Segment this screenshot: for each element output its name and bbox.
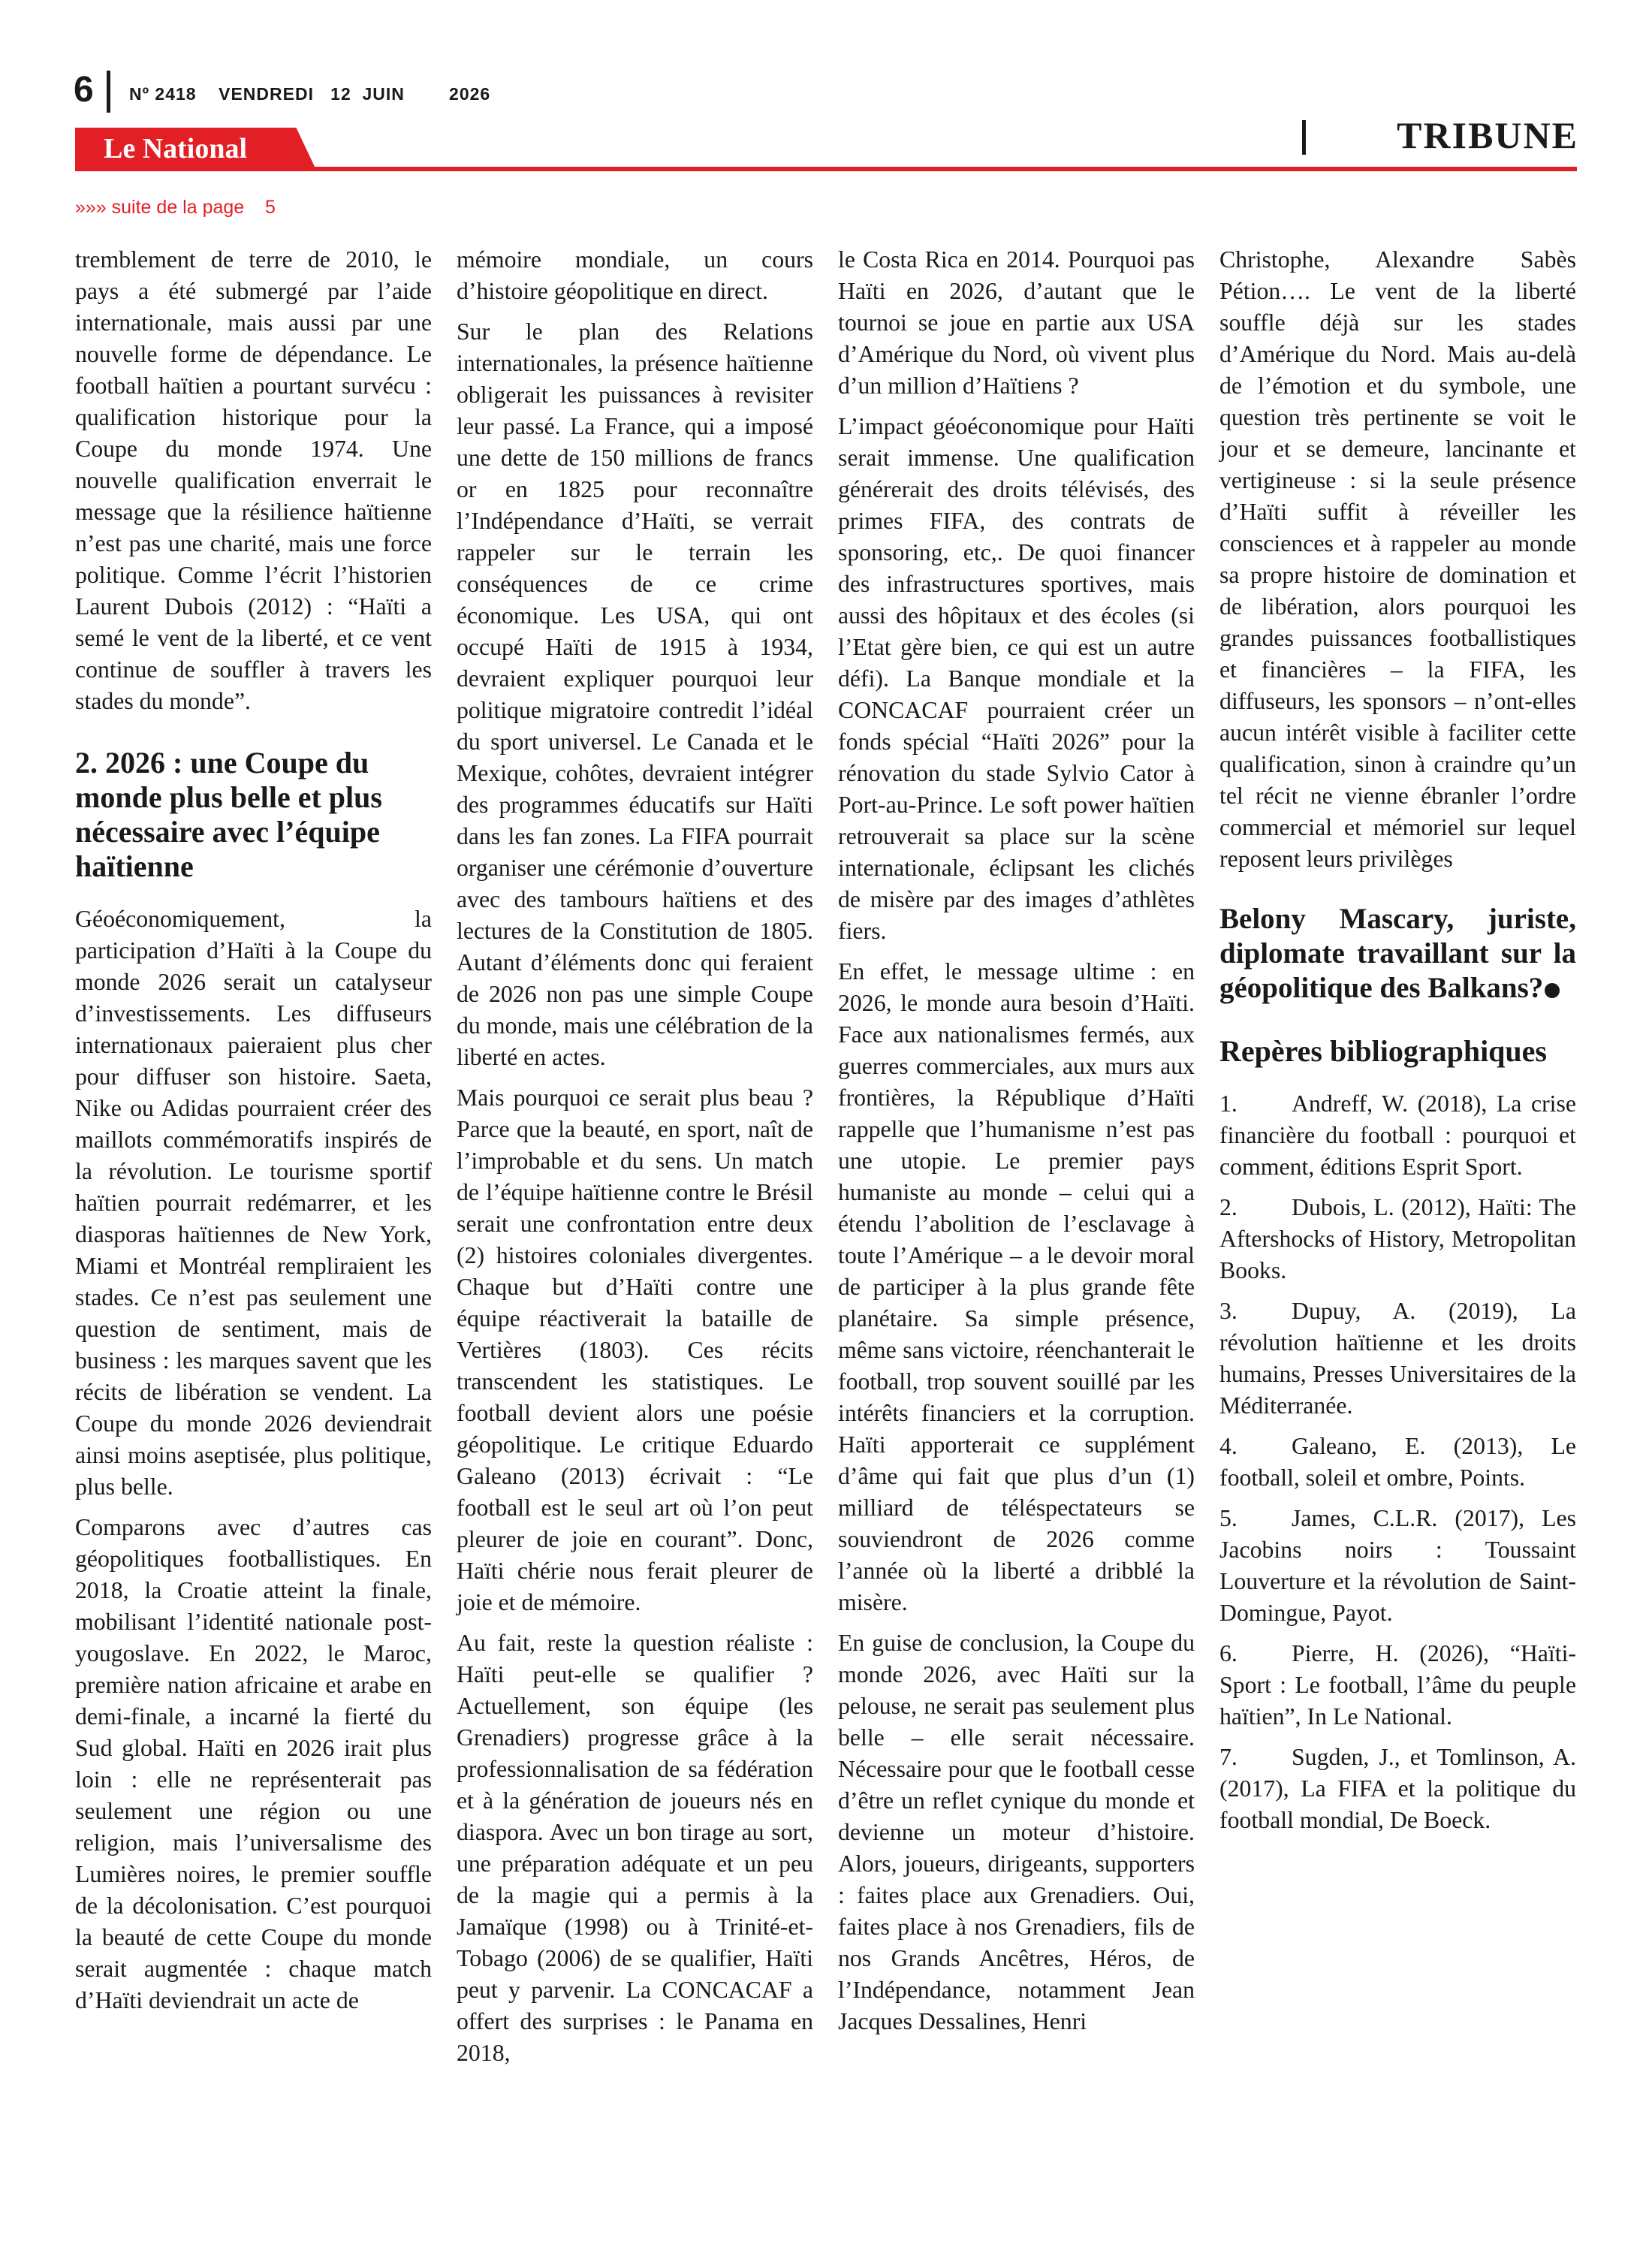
- article-column-3: [838, 244, 1195, 2046]
- continued-from-link[interactable]: »»» suite de la page 5: [75, 197, 276, 218]
- reference-item: [1219, 1431, 1576, 1494]
- paragraph: Au fait, reste la question réaliste : Haïti peut-elle se qualifier ? Actuellement, son équipe (les Grenadiers) progresse grâce à la professionnalisation de sa fédération et à la génération de joueurs nés en diaspora. Avec un bon tirage au sort, une préparation adéquate et un peu de la magie qui a permis à la Jamaïque (1998) ou à Trinité-et-Tobago (2006) de se qualifier, Haïti peut y parvenir. La CONCACAF a offert des surprises : le Panama en 2018,: [457, 1630, 813, 2066]
- reference-text: Pierre, H. (2026), “Haïti-Sport : Le football, l’âme du peuple haïtien”, In Le National.: [1219, 1640, 1576, 1730]
- article-column-2: [457, 244, 813, 2078]
- section-divider: [1302, 120, 1306, 155]
- issue-date-line: Nº 2418 VENDREDI 12 JUIN 2026: [129, 84, 491, 104]
- signature-text: Belony Mascary, juriste, diplomate travaillant sur la géopolitique des Balkans?: [1219, 903, 1576, 1004]
- reference-number: 2.: [1219, 1194, 1237, 1220]
- reference-text: Galeano, E. (2013), Le football, soleil et ombre, Points.: [1219, 1433, 1576, 1491]
- reference-text: James, C.L.R. (2017), Les Jacobins noirs : Toussaint Louverture et la révolution de Saint-Domingue, Payot.: [1219, 1505, 1576, 1626]
- reference-item: [1219, 1192, 1576, 1286]
- reference-item: [1219, 1295, 1576, 1422]
- page-number-divider: [107, 71, 110, 113]
- paragraph: En effet, le message ultime : en 2026, le monde aura besoin d’Haïti. Face aux nationalismes fermés, aux guerres commerciales, aux murs aux frontières, la République d’Haïti rappelle que l’humanisme n’est pas une utopie. Le premier pays humaniste au monde – celui qui a étendu l’abolition de l’esclavage à toute l’Amérique – a le devoir moral de participer à la plus grande fête planétaire. Sa simple présence, même sans victoire, réenchanterait le football, trop souvent souillé par les intérêts financiers et la corruption. Haïti apporterait ce supplément d’âme qui fait que plus d’un (1) milliard de téléspectateurs se souviendront de 2026 comme l’année où la liberté a dribblé la misère.: [838, 958, 1195, 1615]
- article-column-4: [1219, 244, 1576, 1845]
- paragraph: En guise de conclusion, la Coupe du monde 2026, avec Haïti sur la pelouse, ne serait pas seulement plus belle – elle serait nécessaire. Nécessaire pour que le football cesse d’être un reflet cynique du monde et devienne un moteur d’histoire. Alors, joueurs, dirigeants, supporters : faites place aux Grenadiers. Oui, faites place à nos Grenadiers, fils de nos Grands Ancêtres, Héros, de l’Indépendance, notamment Jean Jacques Dessalines, Henri: [838, 1630, 1195, 2034]
- reference-number: 7.: [1219, 1744, 1237, 1770]
- reference-text: Andreff, W. (2018), La crise financière du football : pourquoi et comment, éditions Esprit Sport.: [1219, 1090, 1576, 1180]
- reference-text: Dupuy, A. (2019), La révolution haïtienne et les droits humains, Presses Universitaires de la Méditerranée.: [1219, 1298, 1576, 1419]
- author-signature: [1219, 902, 1576, 1006]
- reference-item: [1219, 1088, 1576, 1183]
- references-list: [1219, 1088, 1576, 1836]
- article-column-1: [75, 244, 432, 2025]
- end-mark-icon: [1545, 983, 1560, 998]
- section-heading: 2. 2026 : une Coupe du monde plus belle et plus nécessaire avec l’équipe haïtienne: [75, 746, 382, 883]
- reference-number: 1.: [1219, 1090, 1237, 1117]
- paragraph: L’impact géoéconomique pour Haïti serait immense. Une qualification générerait des droits télévisés, des primes FIFA, des contrats de sponsoring, etc,. De quoi financer des infrastructures sportives, mais aussi des hôpitaux et des écoles (si l’Etat gère bien, ce qui est un autre défi). La Banque mondiale et la CONCACAF pourraient créer un fonds spécial “Haïti 2026” pour la rénovation du stade Sylvio Cator à Port-au-Prince. Le soft power haïtien retrouverait sa place sur la scène internationale, éclipsant les clichés de misère par des images d’athlètes fiers.: [838, 413, 1195, 944]
- references-heading: Repères bibliographiques: [1219, 1034, 1547, 1068]
- paragraph: le Costa Rica en 2014. Pourquoi pas Haïti en 2026, d’autant que le tournoi se joue en partie aux USA d’Amérique du Nord, où vivent plus d’un million d’Haïtiens ?: [838, 246, 1195, 399]
- reference-number: 4.: [1219, 1433, 1237, 1459]
- reference-item: [1219, 1638, 1576, 1733]
- reference-item: [1219, 1742, 1576, 1836]
- reference-number: 5.: [1219, 1505, 1237, 1531]
- paragraph: Mais pourquoi ce serait plus beau ? Parce que la beauté, en sport, naît de l’improbable et du sens. Un match de l’équipe haïtienne contre le Brésil serait une confrontation entre deux (2) histoires coloniales divergentes. Chaque but d’Haïti contre une équipe réactiverait la bataille de Vertières (1803). Ces récits transcendent les statistiques. Le football devient alors une poésie géopolitique. Le critique Eduardo Galeano (2013) écrivait : “Le football est le seul art où l’on peut pleurer de joie en courant”. Donc, Haïti chérie nous ferait pleurer de joie et de mémoire.: [457, 1084, 813, 1615]
- reference-number: 3.: [1219, 1298, 1237, 1324]
- paragraph: Géoéconomiquement, la participation d’Haïti à la Coupe du monde 2026 serait un catalyseur d’investissements. Les diffuseurs internationaux paieraient plus cher pour diffuser son histoire. Saeta, Nike ou Adidas pourraient créer des maillots commémoratifs inspirés de la révolution. Le tourisme sportif haïtien pourrait redémarrer, et les diasporas haïtiennes de New York, Miami et Montréal rempliraient les stades. Ce n’est pas seulement une question de sentiment, mais de business : les marques savent que les récits de libération se vendent. La Coupe du monde 2026 deviendrait ainsi moins aseptisée, plus politique, plus belle.: [75, 906, 432, 1500]
- reference-number: 6.: [1219, 1640, 1237, 1666]
- header-rule: [75, 167, 1577, 171]
- paragraph: Comparons avec d’autres cas géopolitiques footballistiques. En 2018, la Croatie atteint la finale, mobilisant l’identité nationale post-yougoslave. En 2022, le Maroc, première nation africaine et arabe en demi-finale, a incarné la fierté du Sud global. Haïti en 2026 irait plus loin : elle ne représenterait pas seulement une région ou une religion, mais l’universalisme des Lumières noires, le premier souffle de la décolonisation. C’est pourquoi la beauté de cette Coupe du monde serait augmentée : chaque match d’Haïti deviendrait un acte de: [75, 1514, 432, 2013]
- page-header: [0, 0, 1652, 180]
- reference-text: Sugden, J., et Tomlinson, A. (2017), La FIFA et la politique du football mondial, De Boeck.: [1219, 1744, 1576, 1833]
- masthead-logo: Le National: [104, 133, 248, 164]
- paragraph: Christophe, Alexandre Sabès Pétion…. Le vent de la liberté souffle déjà sur les stades d’Amérique du Nord. Mais au-delà de l’émotion et du symbole, une question très pertinente se voit le jour et se demeure, lancinante et vertigineuse : si la seule présence d’Haïti suffit à réveiller les consciences et à rappeler au monde sa propre histoire de domination et de libération, alors pourquoi les grandes puissances footballistiques et financières – la FIFA, les diffuseurs, les sponsors – n’ont-elles aucun intérêt visible à faciliter cette qualification, sinon à craindre qu’un tel récit ne vienne ébranler l’ordre commercial et mémoriel sur lequel reposent leurs privilèges: [1219, 246, 1576, 872]
- section-title: TRIBUNE: [1397, 114, 1578, 156]
- paragraph: Sur le plan des Relations internationales, la présence haïtienne obligerait les puissances à revisiter leur passé. La France, qui a imposé une dette de 150 millions de francs or en 1825 pour reconnaître l’Indépendance d’Haïti, se verrait rappeler sur le terrain les conséquences de ce crime économique. Les USA, qui ont occupé Haïti de 1915 à 1934, devraient expliquer pourquoi leur politique migratoire contredit l’idéal du sport universel. Le Canada et le Mexique, cohôtes, devraient intégrer des programmes éducatifs sur Haïti dans les fan zones. La FIFA pourrait organiser une cérémonie d’ouverture avec des tambours haïtiens et des lectures de la Constitution de 1805. Autant d’éléments donc qui feraient de 2026 non pas une simple Coupe du monde, mais une célébration de la liberté en actes.: [457, 318, 813, 1070]
- reference-item: [1219, 1503, 1576, 1629]
- reference-text: Dubois, L. (2012), Haïti: The Aftershocks of History, Metropolitan Books.: [1219, 1194, 1576, 1283]
- paragraph: mémoire mondiale, un cours d’histoire géopolitique en direct.: [457, 246, 813, 304]
- paragraph: tremblement de terre de 2010, le pays a été submergé par l’aide internationale, mais aussi par une nouvelle forme de dépendance. Le football haïtien a pourtant survécu : qualification historique pour la Coupe du monde 1974. Une nouvelle qualification enverrait le message que la résilience haïtienne n’est pas une charité, mais une force politique. Comme l’écrit l’historien Laurent Dubois (2012) : “Haïti a semé le vent de la liberté, et ce vent continue de souffler à travers les stades du monde”.: [75, 246, 432, 714]
- page-number: 6: [74, 70, 94, 110]
